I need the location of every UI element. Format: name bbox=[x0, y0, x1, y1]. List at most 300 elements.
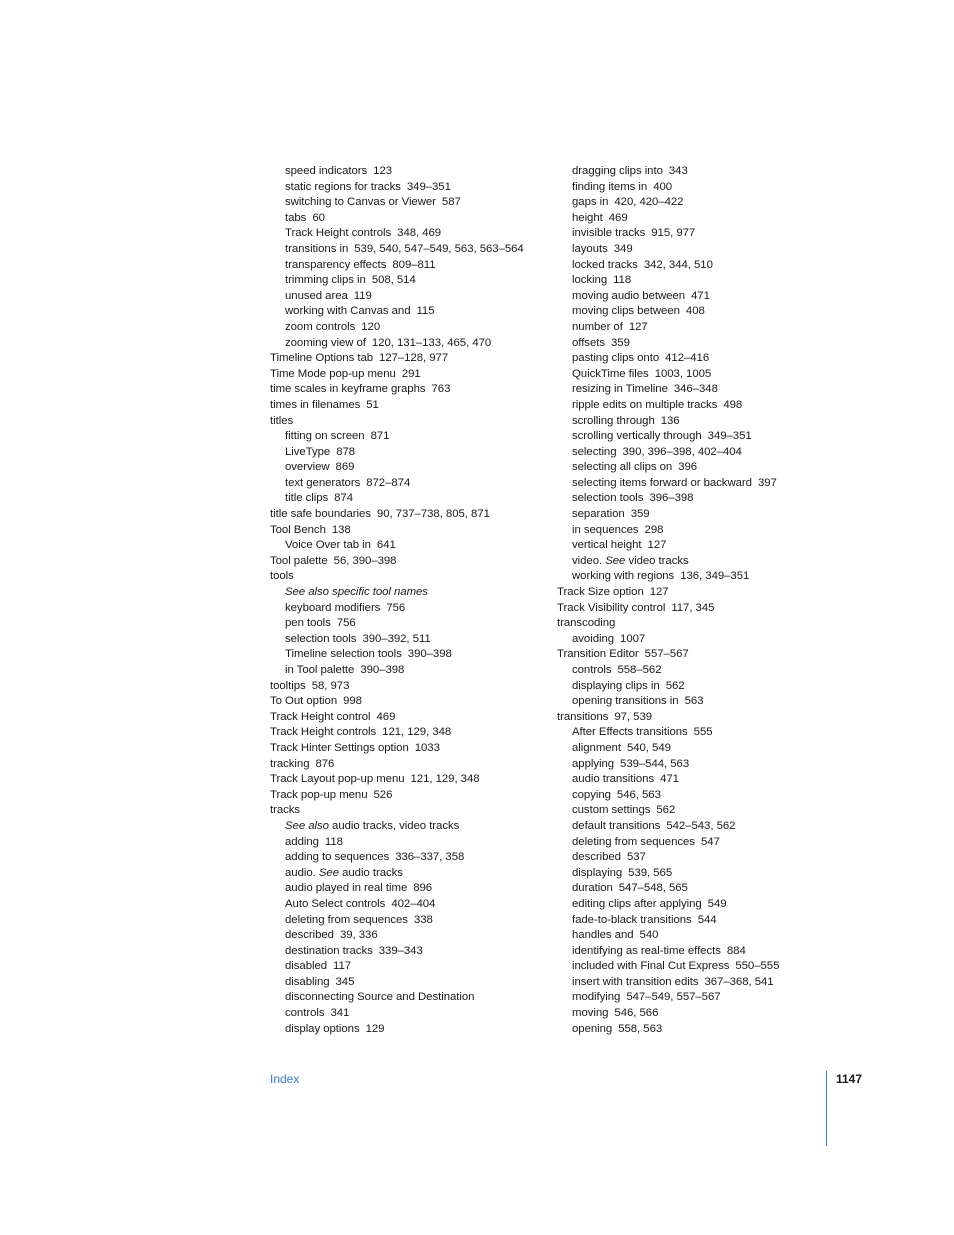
index-term: See also bbox=[285, 819, 329, 832]
index-subentry bbox=[557, 460, 837, 476]
index-term: in sequences bbox=[572, 523, 639, 536]
index-page-refs: 117, 345 bbox=[671, 601, 715, 614]
index-subentry bbox=[270, 538, 550, 554]
index-term: text generators bbox=[285, 476, 361, 489]
index-term: LiveType bbox=[285, 445, 331, 458]
index-term: locked tracks bbox=[572, 258, 638, 271]
index-term: custom settings bbox=[572, 804, 651, 817]
index-page-refs: 1033 bbox=[414, 741, 440, 754]
page-number: 1147 bbox=[836, 1072, 863, 1086]
index-term: unused area bbox=[285, 289, 348, 302]
index-entry bbox=[557, 601, 837, 617]
index-term: audio tracks bbox=[338, 866, 403, 879]
index-page-refs: 117 bbox=[333, 960, 352, 973]
index-page-refs: 471 bbox=[660, 773, 679, 786]
index-page-refs: 123 bbox=[373, 165, 393, 177]
index-page-refs: 136 bbox=[660, 414, 680, 427]
index-term: offsets bbox=[572, 336, 605, 349]
index-subentry bbox=[270, 616, 550, 632]
index-page-refs: 349 bbox=[613, 242, 633, 255]
index-page-refs: 547–549, 557–567 bbox=[626, 991, 721, 1004]
index-term: moving clips between bbox=[572, 305, 680, 318]
index-page-refs: 876 bbox=[315, 757, 335, 770]
index-page-refs: 563 bbox=[684, 695, 704, 708]
index-entry bbox=[270, 569, 550, 585]
index-page-refs: 129 bbox=[365, 1022, 385, 1035]
index-term: See bbox=[318, 866, 339, 879]
index-subentry bbox=[270, 1022, 550, 1038]
index-term: tabs bbox=[285, 211, 307, 224]
index-page-refs: 390, 396–398, 402–404 bbox=[622, 445, 742, 458]
index-column-left bbox=[270, 164, 550, 1037]
index-subentry bbox=[557, 694, 837, 710]
index-page-refs: 540 bbox=[639, 929, 659, 942]
index-term: duration bbox=[572, 882, 613, 895]
index-subentry bbox=[557, 320, 837, 336]
index-subentry bbox=[557, 928, 837, 944]
index-page-refs: 120 bbox=[361, 320, 381, 333]
index-page-refs: 587 bbox=[441, 196, 461, 209]
index-subentry bbox=[557, 445, 837, 461]
index-page-refs: 809–811 bbox=[392, 258, 436, 271]
index-subentry bbox=[557, 351, 837, 367]
index-page-refs: 291 bbox=[401, 367, 421, 380]
index-page-refs: 127 bbox=[628, 320, 648, 333]
index-entry bbox=[270, 367, 550, 383]
index-page-refs: 136, 349–351 bbox=[680, 570, 750, 583]
index-subentry bbox=[557, 803, 837, 819]
index-term: working with regions bbox=[572, 570, 675, 583]
index-term: Track Visibility control bbox=[557, 601, 666, 614]
index-subentry bbox=[557, 1022, 837, 1038]
index-subentry bbox=[557, 913, 837, 929]
index-page-refs: 544 bbox=[697, 913, 717, 926]
index-subentry bbox=[557, 975, 837, 991]
index-term: To Out option bbox=[270, 695, 338, 708]
index-page-refs: 97, 539 bbox=[614, 710, 653, 723]
index-page-refs: 118 bbox=[613, 274, 632, 287]
index-entry bbox=[557, 647, 837, 663]
index-term: tracking bbox=[270, 757, 310, 770]
index-subentry bbox=[557, 897, 837, 913]
footer-section-label: Index bbox=[270, 1072, 300, 1086]
index-term: editing clips after applying bbox=[572, 897, 702, 910]
index-entry bbox=[270, 788, 550, 804]
index-term: scrolling through bbox=[572, 414, 655, 427]
index-subentry bbox=[557, 336, 837, 352]
index-page-refs: 540, 549 bbox=[626, 741, 671, 754]
index-term: transparency effects bbox=[285, 258, 387, 271]
index-entry bbox=[557, 616, 837, 632]
index-page-refs: 118 bbox=[324, 835, 343, 848]
index-subentry bbox=[557, 242, 837, 258]
index-page-refs: 367–368, 541 bbox=[704, 975, 774, 988]
index-page-refs: 562 bbox=[665, 679, 685, 692]
index-term: adding to sequences bbox=[285, 851, 390, 864]
index-term: Track Layout pop-up menu bbox=[270, 773, 405, 786]
index-subentry bbox=[270, 289, 550, 305]
index-subentry bbox=[557, 538, 837, 554]
index-page-refs: 298 bbox=[644, 523, 664, 536]
index-term: Track Size option bbox=[557, 586, 644, 599]
index-subentry bbox=[557, 180, 837, 196]
index-page-refs: 558, 563 bbox=[618, 1022, 663, 1035]
index-subentry bbox=[270, 491, 550, 507]
index-page-refs: 120, 131–133, 465, 470 bbox=[371, 336, 492, 349]
index-entry bbox=[270, 351, 550, 367]
index-term: static regions for tracks bbox=[285, 180, 401, 193]
index-page-refs: 547–548, 565 bbox=[618, 882, 688, 895]
index-page-refs: 756 bbox=[336, 617, 356, 630]
index-page-refs: 555 bbox=[693, 726, 713, 739]
index-page-refs: 60 bbox=[312, 211, 325, 224]
index-entry bbox=[270, 803, 550, 819]
index-term: displaying bbox=[572, 866, 623, 879]
index-subentry bbox=[557, 367, 837, 383]
index-term: deleting from sequences bbox=[285, 913, 408, 926]
index-page-refs: 390–392, 511 bbox=[362, 632, 431, 645]
index-term: displaying clips in bbox=[572, 679, 660, 692]
index-entry bbox=[557, 585, 837, 601]
index-page-refs: 763 bbox=[431, 383, 451, 396]
index-subentry bbox=[557, 398, 837, 414]
index-term: transitions in bbox=[285, 242, 349, 255]
index-page-refs: 397 bbox=[757, 476, 777, 489]
index-page-refs: 469 bbox=[376, 710, 396, 723]
index-subentry bbox=[557, 866, 837, 882]
index-term: keyboard modifiers bbox=[285, 601, 381, 614]
index-term: selection tools bbox=[285, 632, 357, 645]
index-term: fade-to-black transitions bbox=[572, 913, 692, 926]
index-term: Transition Editor bbox=[557, 648, 639, 661]
index-subentry bbox=[270, 585, 550, 601]
index-term: opening transitions in bbox=[572, 695, 679, 708]
index-page-refs: 390–398 bbox=[407, 648, 452, 661]
index-entry bbox=[270, 414, 550, 430]
index-term: separation bbox=[572, 508, 625, 521]
index-page-refs: 58, 973 bbox=[311, 679, 350, 692]
index-term: applying bbox=[572, 757, 615, 770]
index-subentry bbox=[270, 460, 550, 476]
index-subentry bbox=[557, 476, 837, 492]
index-subentry bbox=[270, 195, 550, 211]
index-term: Timeline Options tab bbox=[270, 352, 374, 365]
index-subentry bbox=[557, 944, 837, 960]
index-entry bbox=[270, 725, 550, 741]
index-entry bbox=[270, 382, 550, 398]
index-page-refs: 1003, 1005 bbox=[654, 367, 712, 380]
index-term: After Effects transitions bbox=[572, 726, 688, 739]
index-page-refs: 412–416 bbox=[665, 352, 710, 365]
index-page-refs: 339–343 bbox=[378, 944, 423, 957]
index-subentry bbox=[270, 850, 550, 866]
index-term: height bbox=[572, 211, 603, 224]
index-page-refs: 558–562 bbox=[617, 664, 662, 676]
index-term: adding bbox=[285, 835, 319, 848]
index-page-refs: 51 bbox=[366, 398, 379, 411]
index-term: copying bbox=[572, 788, 611, 801]
index-term: selection tools bbox=[572, 492, 644, 505]
index-subentry bbox=[557, 211, 837, 227]
index-subentry bbox=[270, 164, 550, 180]
index-entry bbox=[270, 679, 550, 695]
index-page-refs: 641 bbox=[376, 539, 396, 552]
index-subentry bbox=[270, 647, 550, 663]
index-term: zoom controls bbox=[285, 320, 356, 333]
index-term: zooming view of bbox=[285, 336, 366, 349]
index-page-refs: 872–874 bbox=[366, 476, 411, 489]
index-subentry bbox=[557, 679, 837, 695]
index-term: default transitions bbox=[572, 819, 661, 832]
index-subentry bbox=[557, 273, 837, 289]
index-term: described bbox=[572, 851, 621, 864]
index-subentry bbox=[557, 881, 837, 897]
index-page-refs: 998 bbox=[343, 695, 362, 708]
index-term: transitions bbox=[557, 710, 609, 723]
index-term: display options bbox=[285, 1022, 360, 1035]
index-term: ripple edits on multiple tracks bbox=[572, 398, 718, 411]
index-term: Tool palette bbox=[270, 554, 328, 567]
index-term: selecting items forward or backward bbox=[572, 476, 752, 489]
index-page-refs: 127–128, 977 bbox=[379, 352, 449, 365]
index-term: speed indicators bbox=[285, 165, 368, 177]
index-page-refs: 121, 129, 348 bbox=[410, 773, 480, 786]
index-term: opening bbox=[572, 1022, 613, 1035]
index-subentry bbox=[270, 180, 550, 196]
index-subentry bbox=[270, 663, 550, 679]
index-entry bbox=[270, 741, 550, 757]
index-page-refs: 359 bbox=[611, 336, 630, 349]
index-page-refs: 420, 420–422 bbox=[614, 196, 684, 209]
index-subentry bbox=[270, 258, 550, 274]
index-subentry bbox=[557, 772, 837, 788]
index-entry bbox=[270, 710, 550, 726]
index-page-refs: 402–404 bbox=[391, 897, 436, 910]
index-page-refs: 915, 977 bbox=[651, 227, 696, 240]
index-term: Track pop-up menu bbox=[270, 788, 368, 801]
index-term: working with Canvas and bbox=[285, 305, 411, 318]
index-term: time scales in keyframe graphs bbox=[270, 383, 426, 396]
index-page-refs: 127 bbox=[649, 586, 669, 599]
index-page-refs: 1007 bbox=[620, 632, 646, 645]
index-column-right bbox=[557, 164, 837, 1037]
index-subentry bbox=[557, 195, 837, 211]
index-subentry bbox=[557, 725, 837, 741]
index-term: tooltips bbox=[270, 679, 306, 692]
index-term: titles bbox=[270, 414, 294, 427]
index-term: QuickTime files bbox=[572, 367, 649, 380]
index-term: controls bbox=[285, 1007, 325, 1020]
index-subentry bbox=[557, 382, 837, 398]
index-subentry bbox=[270, 242, 550, 258]
index-term: audio transitions bbox=[572, 773, 655, 786]
index-subentry bbox=[270, 445, 550, 461]
index-entry bbox=[270, 398, 550, 414]
index-subentry bbox=[270, 975, 550, 991]
index-page-refs: 338 bbox=[413, 913, 433, 926]
index-subentry bbox=[270, 632, 550, 648]
index-term: Track Height controls bbox=[270, 726, 377, 739]
index-term: alignment bbox=[572, 741, 621, 754]
index-subentry bbox=[270, 304, 550, 320]
index-page-refs: 539, 565 bbox=[628, 866, 673, 879]
index-term: video. bbox=[572, 554, 606, 567]
index-page-refs: 408 bbox=[685, 305, 705, 318]
index-page-refs: 90, 737–738, 805, 871 bbox=[376, 508, 490, 521]
index-subentry bbox=[270, 429, 550, 445]
index-page-refs: 550–555 bbox=[735, 960, 780, 973]
index-term: finding items in bbox=[572, 180, 648, 193]
index-subentry bbox=[270, 928, 550, 944]
index-page-refs: 469 bbox=[608, 211, 628, 224]
index-term: Timeline selection tools bbox=[285, 648, 402, 661]
index-subentry bbox=[557, 819, 837, 835]
index-page-refs: 342, 344, 510 bbox=[643, 258, 713, 271]
index-subentry bbox=[557, 788, 837, 804]
index-page-refs: 138 bbox=[331, 523, 351, 536]
index-page-refs: 871 bbox=[370, 430, 390, 443]
index-page-refs: 39, 336 bbox=[339, 929, 378, 942]
index-term: identifying as real-time effects bbox=[572, 944, 721, 957]
index-term: modifying bbox=[572, 991, 621, 1004]
index-term: audio played in real time bbox=[285, 882, 408, 895]
index-term: overview bbox=[285, 461, 330, 474]
index-subentry bbox=[557, 741, 837, 757]
index-term: in Tool palette bbox=[285, 664, 355, 676]
index-page-refs: 341 bbox=[330, 1007, 350, 1020]
index-page-refs: 127 bbox=[647, 539, 667, 552]
index-term: locking bbox=[572, 274, 608, 287]
index-term: Time Mode pop-up menu bbox=[270, 367, 396, 380]
index-page-refs: 336–337, 358 bbox=[395, 851, 465, 864]
index-term: controls bbox=[572, 664, 612, 676]
index-term: pen tools bbox=[285, 617, 331, 630]
index-page-refs: 562 bbox=[656, 804, 676, 817]
index-page-refs: 547 bbox=[700, 835, 720, 848]
index-subentry bbox=[557, 835, 837, 851]
index-term: resizing in Timeline bbox=[572, 383, 668, 396]
index-subentry bbox=[270, 913, 550, 929]
index-subentry bbox=[557, 990, 837, 1006]
index-term: title clips bbox=[285, 492, 329, 505]
index-term: See bbox=[605, 554, 626, 567]
index-term: video tracks bbox=[625, 554, 689, 567]
index-term: insert with transition edits bbox=[572, 975, 699, 988]
index-page-refs: 546, 563 bbox=[616, 788, 661, 801]
index-page-refs: 396 bbox=[678, 461, 698, 474]
index-page-refs: 349–351 bbox=[707, 430, 752, 443]
index-term: Track Hinter Settings option bbox=[270, 741, 409, 754]
index-term: invisible tracks bbox=[572, 227, 646, 240]
index-page-refs: 539–544, 563 bbox=[620, 757, 690, 770]
index-subentry bbox=[270, 990, 550, 1006]
index-term: included with Final Cut Express bbox=[572, 960, 730, 973]
index-page-refs: 396–398 bbox=[649, 492, 694, 505]
index-entry bbox=[270, 523, 550, 539]
index-term: See also specific tool names bbox=[285, 586, 428, 599]
index-term: scrolling vertically through bbox=[572, 430, 702, 443]
index-subentry bbox=[270, 601, 550, 617]
index-term: title safe boundaries bbox=[270, 508, 371, 521]
index-subentry bbox=[557, 414, 837, 430]
index-page-refs: 549 bbox=[707, 897, 727, 910]
index-term: disabled bbox=[285, 960, 328, 973]
index-subentry bbox=[557, 429, 837, 445]
index-subentry bbox=[270, 959, 550, 975]
index-subentry bbox=[270, 819, 550, 835]
index-term: number of bbox=[572, 320, 623, 333]
index-subentry bbox=[557, 1006, 837, 1022]
index-page-refs: 896 bbox=[413, 882, 433, 895]
index-term: layouts bbox=[572, 242, 608, 255]
index-term: times in filenames bbox=[270, 398, 361, 411]
index-subentry bbox=[557, 757, 837, 773]
index-term: Track Height control bbox=[270, 710, 371, 723]
index-term: vertical height bbox=[572, 539, 642, 552]
index-subentry bbox=[270, 336, 550, 352]
index-subentry bbox=[557, 258, 837, 274]
index-subentry bbox=[557, 523, 837, 539]
index-term: Track Height controls bbox=[285, 227, 392, 240]
index-term: Voice Over tab in bbox=[285, 539, 371, 552]
index-page-refs: 359 bbox=[630, 508, 650, 521]
index-subentry bbox=[270, 835, 550, 851]
index-subentry bbox=[557, 663, 837, 679]
index-page-refs: 756 bbox=[386, 601, 406, 614]
index-entry bbox=[270, 507, 550, 523]
index-term: audio tracks, video tracks bbox=[328, 819, 460, 832]
index-page-refs: 119 bbox=[353, 289, 372, 302]
index-subentry bbox=[557, 959, 837, 975]
index-subentry bbox=[270, 866, 550, 882]
index-subentry bbox=[557, 569, 837, 585]
footer-divider bbox=[826, 1071, 827, 1146]
index-term: gaps in bbox=[572, 196, 609, 209]
index-subentry bbox=[270, 881, 550, 897]
index-page-refs: 526 bbox=[373, 788, 393, 801]
index-subentry bbox=[557, 850, 837, 866]
index-term: disabling bbox=[285, 975, 330, 988]
index-page-refs: 539, 540, 547–549, 563, 563–564 bbox=[354, 242, 524, 255]
index-subentry bbox=[270, 897, 550, 913]
index-page-refs: 878 bbox=[336, 445, 356, 458]
index-page-refs: 874 bbox=[334, 492, 353, 505]
index-page-refs: 884 bbox=[726, 944, 746, 957]
index-term: described bbox=[285, 929, 334, 942]
index-page-refs: 349–351 bbox=[406, 180, 451, 193]
index-term: Tool Bench bbox=[270, 523, 326, 536]
index-page-refs: 121, 129, 348 bbox=[382, 726, 452, 739]
index-subentry bbox=[557, 164, 837, 180]
index-page-refs: 498 bbox=[723, 398, 743, 411]
index-page-refs: 546, 566 bbox=[614, 1007, 659, 1020]
index-term: deleting from sequences bbox=[572, 835, 695, 848]
index-entry bbox=[270, 694, 550, 710]
index-term: moving audio between bbox=[572, 289, 685, 302]
index-subentry bbox=[557, 226, 837, 242]
index-page-refs: 346–348 bbox=[673, 383, 718, 396]
index-term: handles and bbox=[572, 929, 634, 942]
index-subentry bbox=[270, 476, 550, 492]
index-page-refs: 400 bbox=[653, 180, 673, 193]
index-term: Auto Select controls bbox=[285, 897, 386, 910]
index-term: audio. bbox=[285, 866, 319, 879]
index-term: selecting all clips on bbox=[572, 461, 673, 474]
index-term: tools bbox=[270, 570, 294, 583]
index-subentry bbox=[270, 226, 550, 242]
index-entry bbox=[557, 710, 837, 726]
index-term: trimming clips in bbox=[285, 274, 366, 287]
